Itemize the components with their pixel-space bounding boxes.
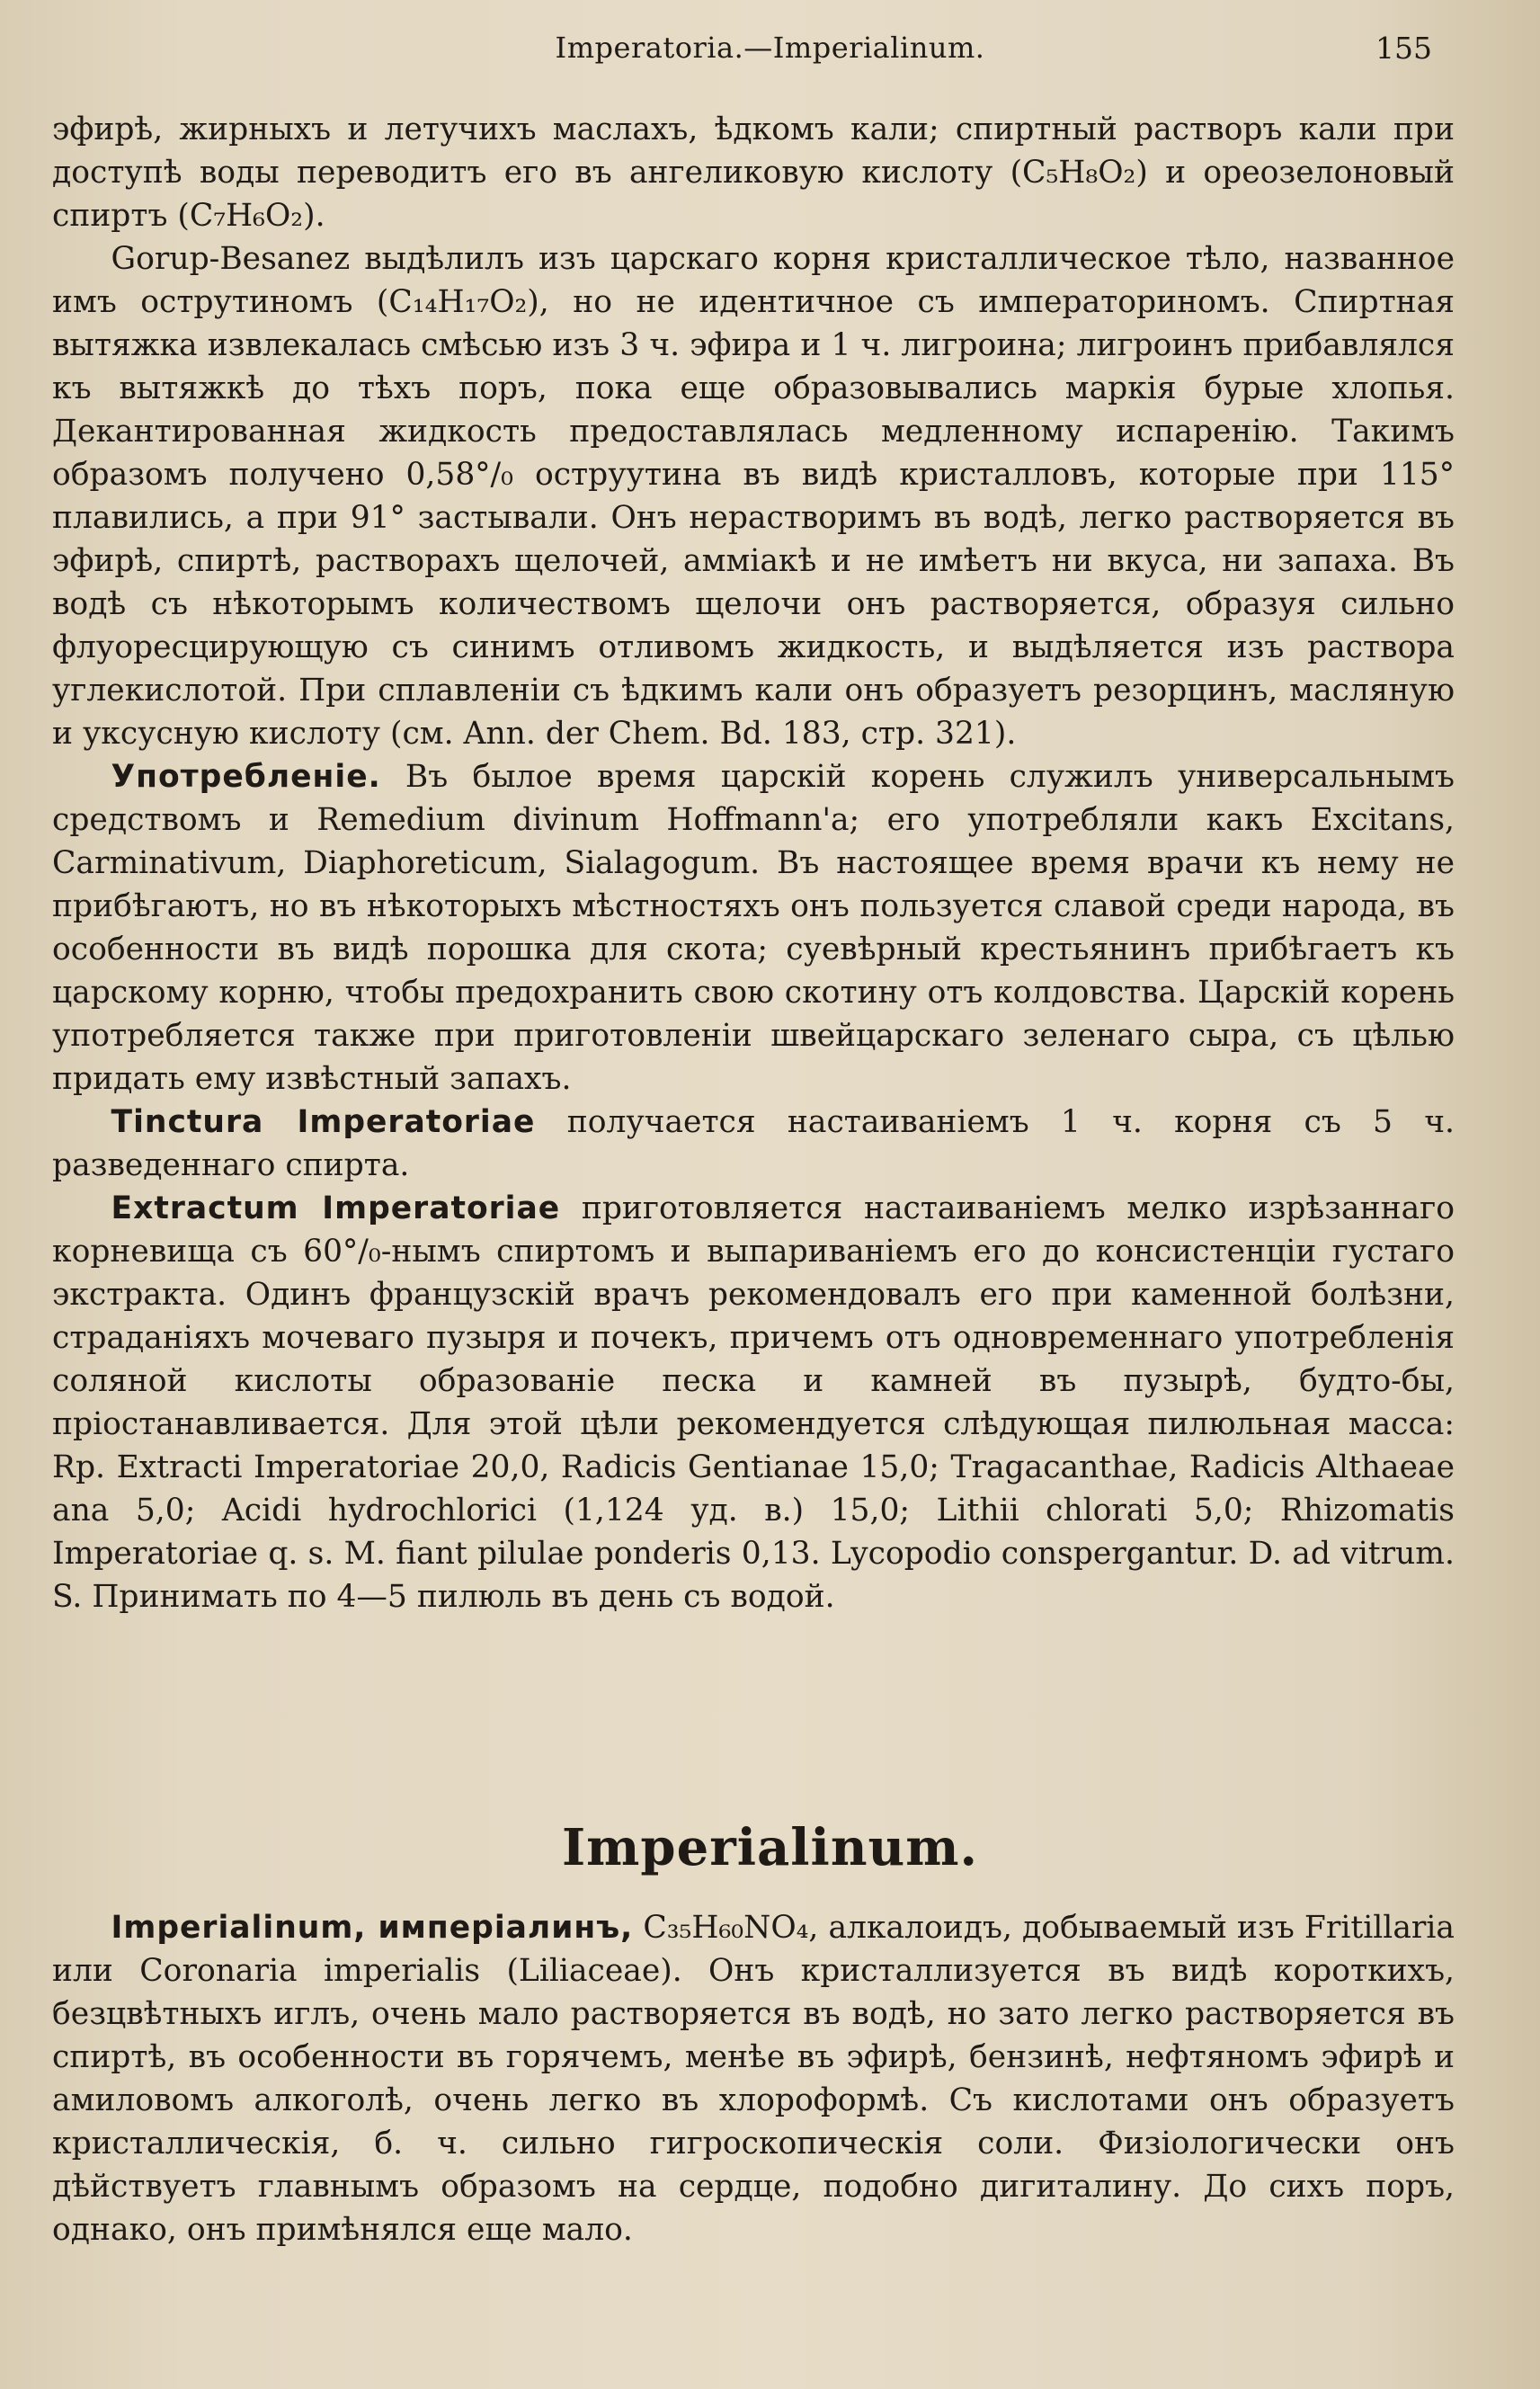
paragraph-extract — [52, 1187, 1455, 1618]
paragraph-usage — [52, 755, 1455, 1101]
page-number: 155 — [1375, 31, 1432, 66]
tincture-text: получается настаиваніемъ 1 ч. корня съ 5 ч. разведеннаго спирта. — [52, 1104, 1455, 1183]
article-imperatoria-continued — [52, 108, 1455, 1618]
imperialinum-heading: Imperialinum, имперіалинъ, — [111, 1910, 634, 1946]
paragraph-solubility: эфирѣ, жирныхъ и летучихъ маслахъ, ѣдкомъ кали; спиртный растворъ кали при доступѣ воды переводитъ его въ ангеликовую кислоту (C₅H₈O₂) и ореозелоновый спиртъ (C₇H₆O₂). — [52, 111, 1455, 234]
usage-heading: Употребленіе. — [111, 759, 381, 795]
article-imperialinum — [52, 1906, 1455, 2251]
tincture-heading: Tinctura Imperatoriae — [111, 1104, 536, 1140]
imperialinum-text: C₃₅H₆₀NO₄, алкалоидъ, добываемый изъ Fritillaria или Coronaria imperialis (Liliaceae). Онъ кристаллизуется въ видѣ короткихъ, безцвѣтныхъ иглъ, очень мало растворяется въ водѣ, но зато легко растворяется въ спиртѣ, въ особенности въ горячемъ, менѣе въ эфирѣ, бензинѣ, нефтяномъ эфирѣ и амиловомъ алкоголѣ, очень легко въ хлороформѣ. Съ кислотами онъ образуетъ кристаллическія, б. ч. сильно гигроскопическія соли. Физіологически онъ дѣйствуетъ главнымъ образомъ на сердце, подобно дигиталину. До сихъ поръ, однако, онъ примѣнялся еще мало. — [52, 1910, 1455, 2248]
extract-text: приготовляется настаиваніемъ мелко изрѣзаннаго корневища съ 60°/₀-нымъ спиртомъ и выпариваніемъ его до консистенціи густаго экстракта. Одинъ французскій врачъ рекомендовалъ его при каменной болѣзни, страданіяхъ мочеваго пузыря и почекъ, причемъ отъ одновременнаго употребленія соляной кислоты образованіе песка и камней въ пузырѣ, будто-бы, пріостанавливается. Для этой цѣли рекомендуется слѣдующая пилюльная масса: Rp. Extracti Imperatoriae 20,0, Radicis Gentianae 15,0; Tragacanthae, Radicis Althaeae ana 5,0; Acidi hydrochlorici (1,124 уд. в.) 15,0; Lithii chlorati 5,0; Rhizomatis Imperatoriae q. s. M. fiant pilulae ponderis 0,13. Lycopodio conspergantur. D. ad vitrum. S. Принимать по 4—5 пилюль въ день съ водой. — [52, 1190, 1455, 1615]
usage-text: Въ былое время царскій корень служилъ универсальнымъ средствомъ и Remedium divinum Hoffmann'a; его употребляли какъ Excitans, Carminativum, Diaphoreticum, Sialagogum. Въ настоящее время врачи къ нему не прибѣгаютъ, но въ нѣкоторыхъ мѣстностяхъ онъ пользуется славой среди народа, въ особенности въ видѣ порошка для скота; суевѣрный крестьянинъ прибѣгаетъ къ царскому корню, чтобы предохранить свою скотину отъ колдовства. Царскій корень употребляется также при приготовленіи швейцарскаго зеленаго сыра, съ цѣлью придать ему извѣстный запахъ. — [52, 759, 1455, 1097]
paragraph-imperialinum — [52, 1906, 1455, 2251]
extract-heading: Extractum Imperatoriae — [111, 1190, 561, 1226]
page-header — [54, 31, 1486, 70]
paragraph-ostruthin: Gorup-Besanez выдѣлилъ изъ царскаго корня кристаллическое тѣло, названное имъ острутиномъ (C₁₄H₁₇O₂), но не идентичное съ императориномъ. Спиртная вытяжка извлекалась смѣсью изъ 3 ч. эфира и 1 ч. лигроина; лигроинъ прибавлялся къ вытяжкѣ до тѣхъ поръ, пока еще образовывались маркія бурые хлопья. Декантированная жидкость предоставлялась медленному испаренію. Такимъ образомъ получено 0,58°/₀ оструутина въ видѣ кристалловъ, которые при 115° плавились, а при 91° застывали. Онъ нерастворимъ въ водѣ, легко растворяется въ эфирѣ, спиртѣ, растворахъ щелочей, амміакѣ и не имѣетъ ни вкуса, ни запаха. Въ водѣ съ нѣкоторымъ количествомъ щелочи онъ растворяется, образуя сильно флуоресцирующую съ синимъ отливомъ жидкость, и выдѣляется изъ раствора углекислотой. При сплавленіи съ ѣдкимъ кали онъ образуетъ резорцинъ, масляную и уксусную кислоту (см. Ann. der Chem. Bd. 183, стр. 321). — [52, 241, 1455, 752]
paragraph-tincture — [52, 1101, 1455, 1187]
running-head: Imperatoria.—Imperialinum. — [555, 31, 985, 65]
section-title: Imperialinum. — [561, 1818, 979, 1877]
